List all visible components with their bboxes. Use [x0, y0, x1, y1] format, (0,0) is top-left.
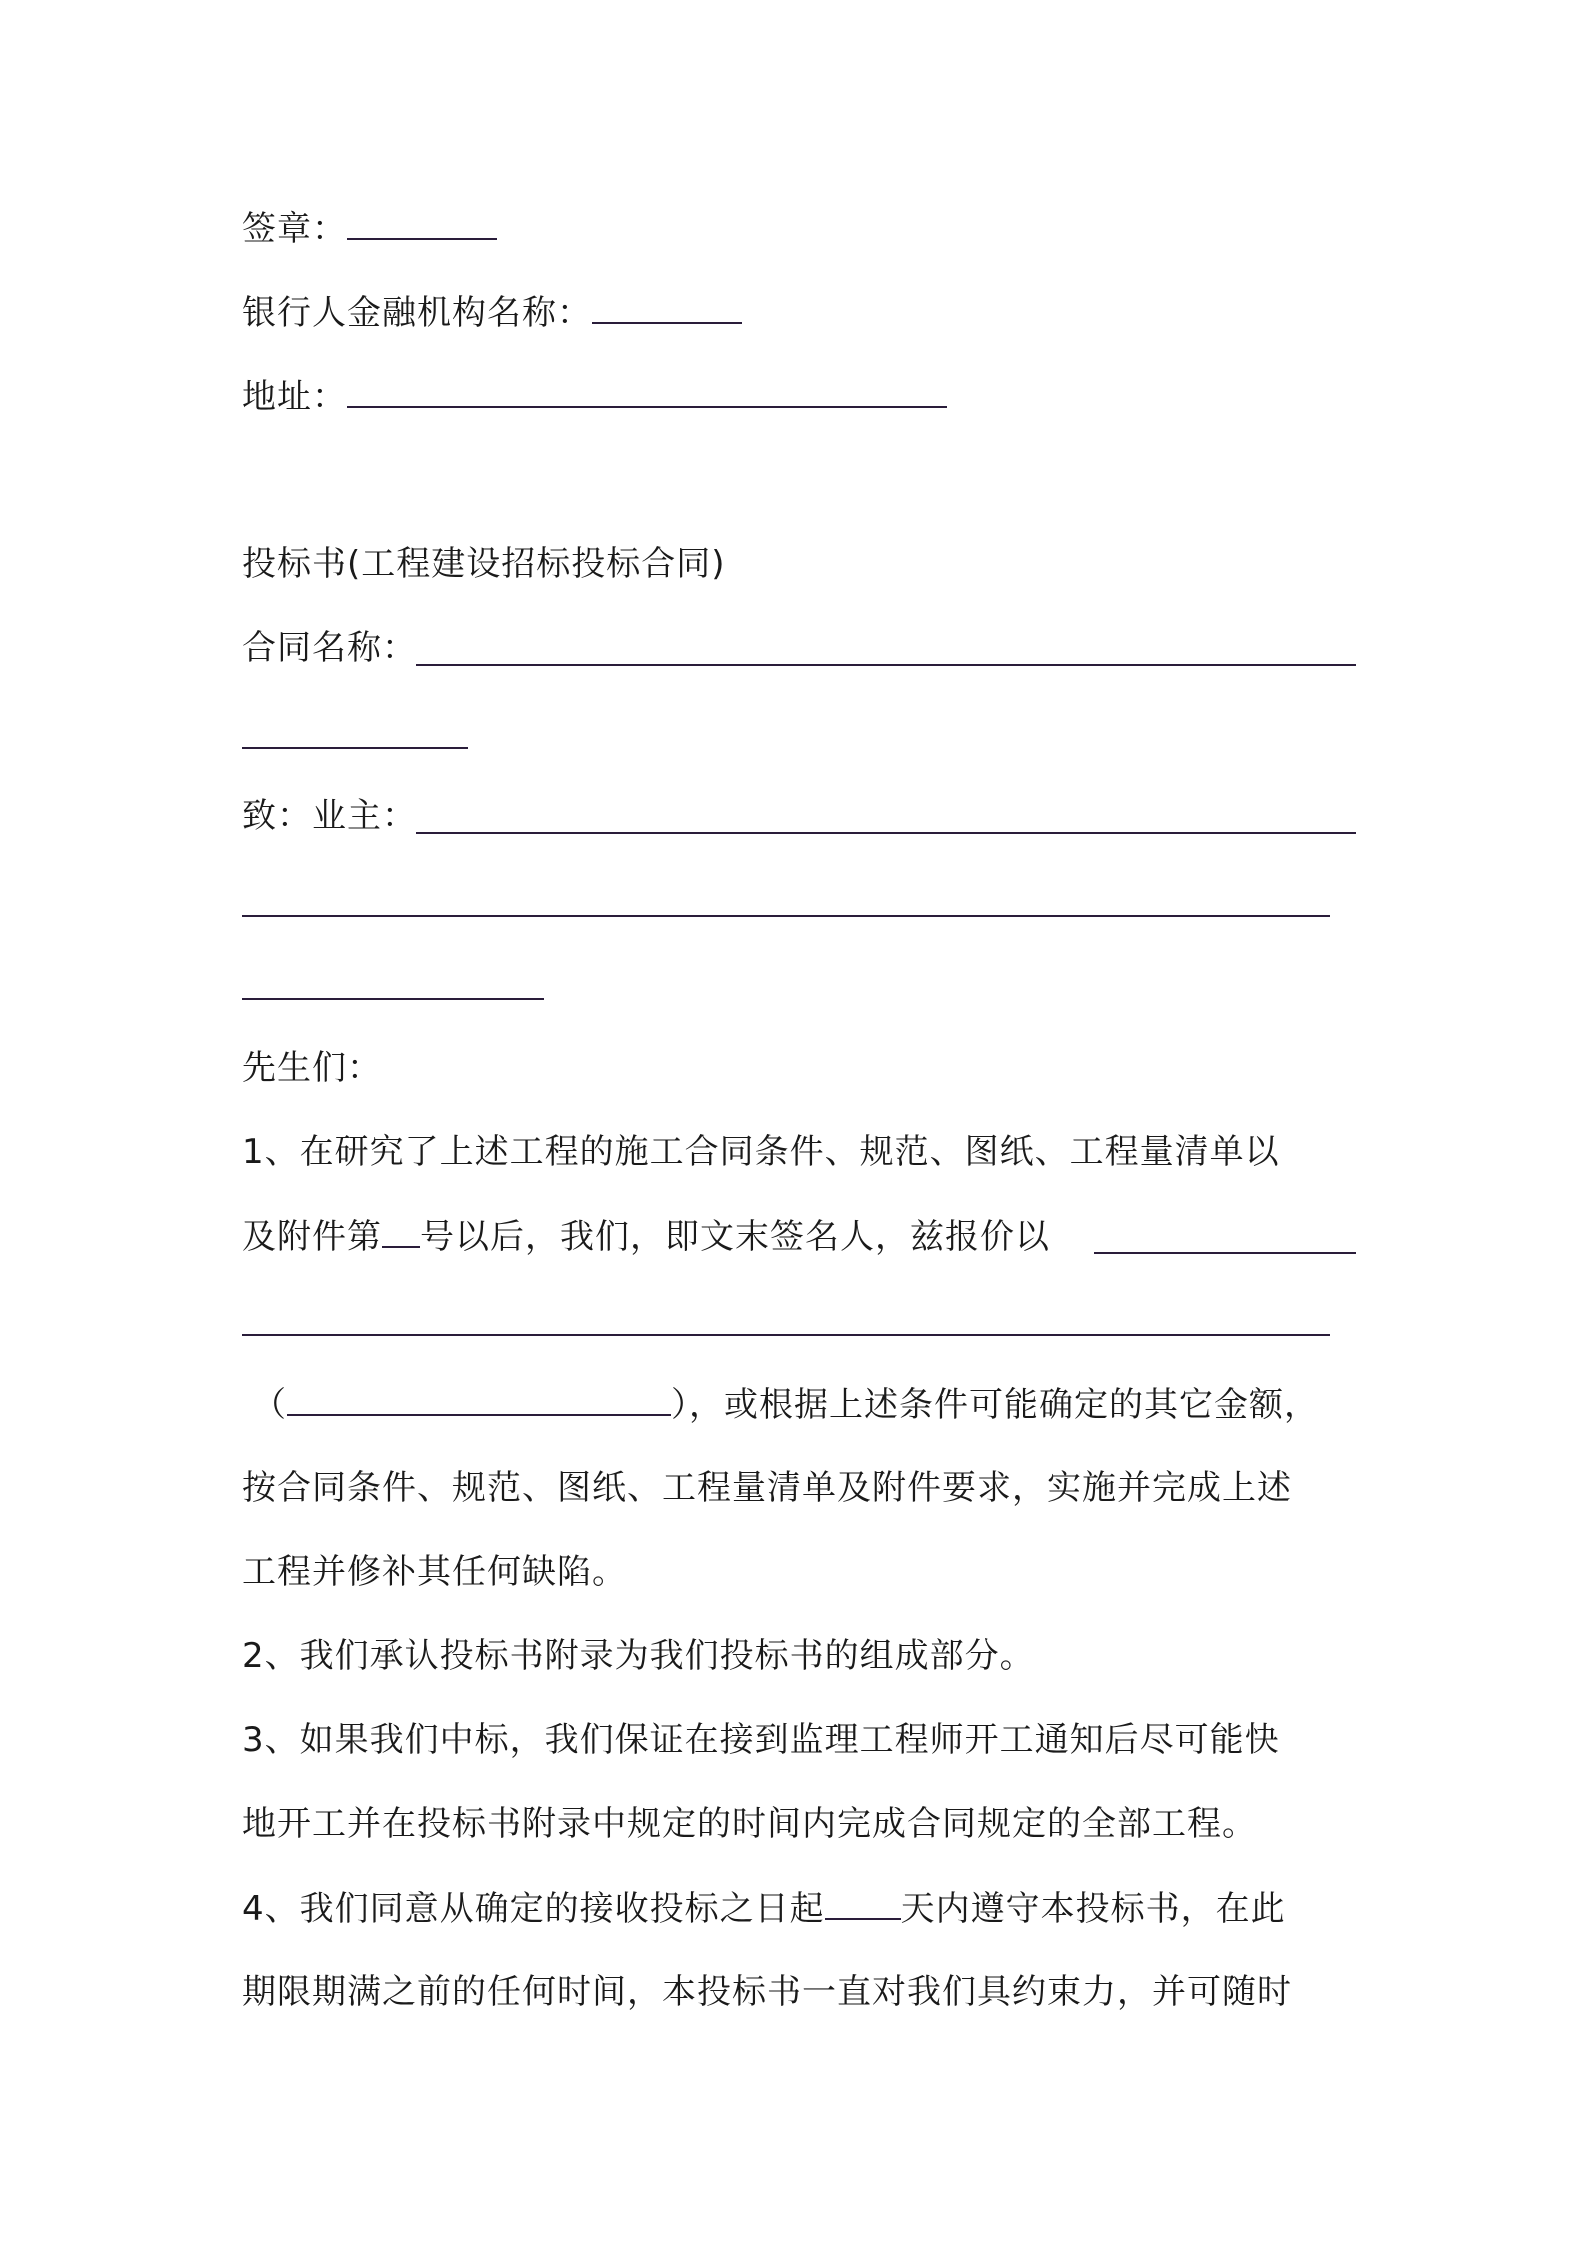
signature-blank — [347, 204, 497, 240]
paragraph-4-line-1 — [242, 1884, 1286, 1933]
to-owner-blank-continued-1 — [242, 915, 1330, 917]
contract-name-line — [242, 624, 417, 672]
contract-name-blank-continued — [242, 747, 468, 749]
address-label: 地址： — [242, 377, 347, 417]
paragraph-1-line-6: 工程并修补其任何缺陷。 — [242, 1552, 627, 1592]
paragraph-1-line-5: 按合同条件、规范、图纸、工程量清单及附件要求，实施并完成上述 — [242, 1468, 1292, 1508]
paragraph-3-line-2: 地开工并在投标书附录中规定的时间内完成合同规定的全部工程。 — [242, 1804, 1257, 1844]
appendix-number-blank — [382, 1212, 420, 1248]
salutation: 先生们： — [242, 1048, 382, 1088]
to-owner-blank — [416, 832, 1356, 834]
amount-open-paren: （ — [252, 1385, 287, 1425]
amount-rest: ），或根据上述条件可能确定的其它金额， — [671, 1385, 1319, 1425]
paragraph-2: 2、我们承认投标书附录为我们投标书的组成部分。 — [242, 1636, 1035, 1676]
signature-label: 签章： — [242, 209, 347, 249]
amount-in-words-blank — [287, 1380, 671, 1416]
paragraph-4-line-2: 期限期满之前的任何时间，本投标书一直对我们具约束力，并可随时 — [242, 1972, 1292, 2012]
bank-line — [242, 288, 742, 337]
validity-suffix: 天内遵守本投标书，在此 — [900, 1889, 1286, 1929]
paragraph-1-line-1: 1、在研究了上述工程的施工合同条件、规范、图纸、工程量清单以 — [242, 1132, 1280, 1172]
document-title: 投标书(工程建设招标投标合同) — [242, 544, 726, 584]
bank-label: 银行人金融机构名称： — [242, 293, 592, 333]
to-owner-line — [242, 792, 417, 840]
validity-days-blank — [825, 1884, 901, 1920]
contract-name-label: 合同名称： — [242, 628, 417, 668]
appendix-prefix: 及附件第 — [242, 1217, 382, 1257]
signature-line — [242, 204, 497, 253]
bank-blank — [592, 288, 742, 324]
paragraph-1-line-4 — [252, 1380, 1319, 1429]
contract-name-blank — [416, 664, 1356, 666]
address-line — [242, 372, 947, 421]
paragraph-3-line-1: 3、如果我们中标，我们保证在接到监理工程师开工通知后尽可能快 — [242, 1720, 1280, 1760]
appendix-suffix: 号以后，我们，即文末签名人，兹报价以 — [420, 1217, 1050, 1257]
to-owner-blank-continued-2 — [242, 998, 544, 1000]
quote-amount-blank-continued — [242, 1334, 1330, 1336]
quote-amount-blank — [1094, 1252, 1356, 1254]
validity-prefix: 4、我们同意从确定的接收投标之日起 — [242, 1889, 825, 1929]
paragraph-1-line-2 — [242, 1212, 1050, 1261]
to-owner-label: 致：业主： — [242, 796, 417, 836]
address-blank — [347, 372, 947, 408]
